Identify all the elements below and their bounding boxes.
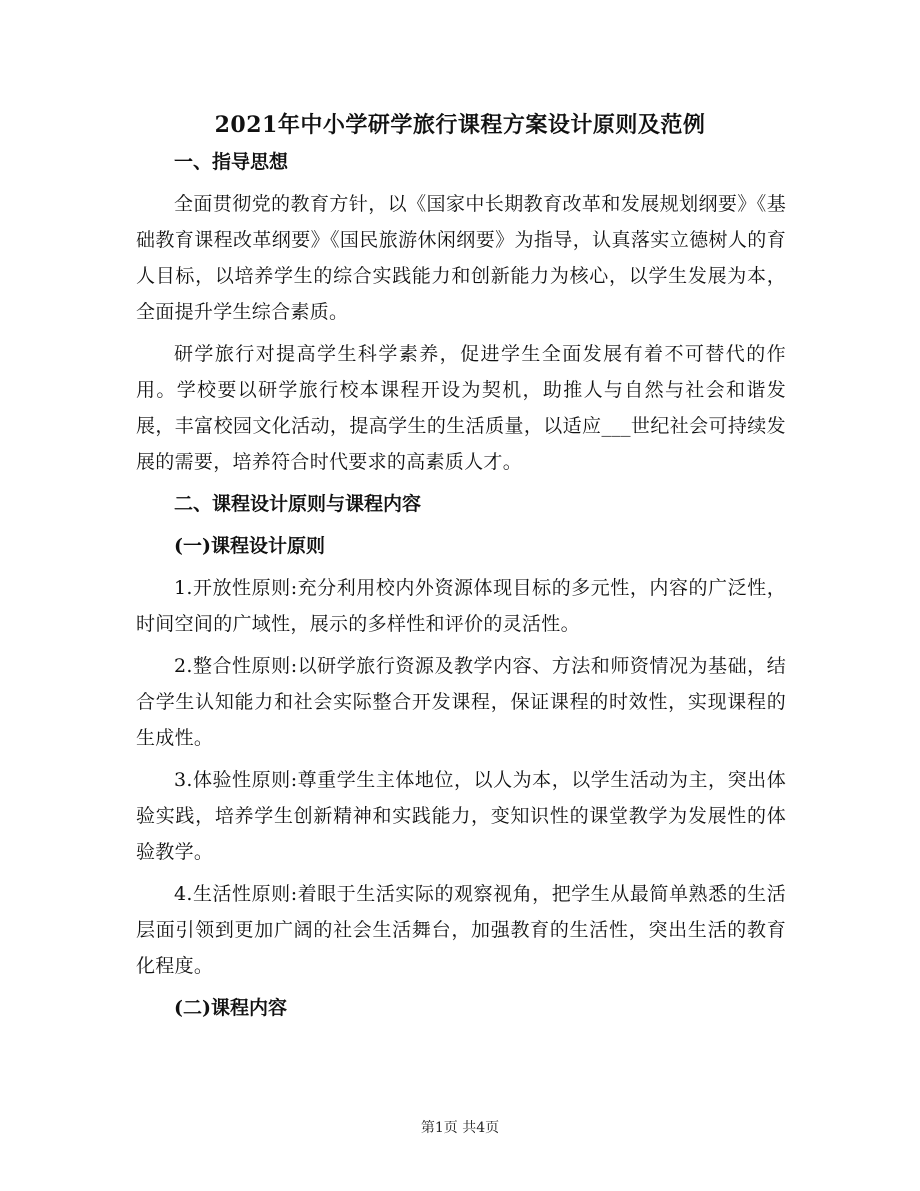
principle-item-life: 4.生活性原则:着眼于生活实际的观察视角，把学生从最简单熟悉的生活层面引领到更加广阔的社会生活舞台，加强教育的生活性，突出生活的教育化程度。 xyxy=(136,883,786,977)
paragraph: 全面贯彻党的教育方针，以《国家中长期教育改革和发展规划纲要》《基础教育课程改革纲要》《国民旅游休闲纲要》为指导，认真落实立德树人的育人目标，以培养学生的综合实践能力和创新能力为核心，以学生发展为本，全面提升学生综合素质。 xyxy=(136,193,786,323)
section-heading-course-design: 二、课程设计原则与课程内容 xyxy=(174,493,422,515)
subsection-heading-course-content: (二)课程内容 xyxy=(174,997,287,1019)
principle-item-openness: 1.开放性原则:充分利用校内外资源体现目标的多元性，内容的广泛性，时间空间的广域性，展示的多样性和评价的灵活性。 xyxy=(136,577,786,635)
paragraph: 研学旅行对提高学生科学素养，促进学生全面发展有着不可替代的作用。学校要以研学旅行校本课程开设为契机，助推人与自然与社会和谐发展，丰富校园文化活动，提高学生的生活质量，以适应___世纪社会可持续发展的需要，培养符合时代要求的高素质人才。 xyxy=(136,343,786,473)
document-title: 2021年中小学研学旅行课程方案设计原则及范例 xyxy=(214,112,706,138)
principle-item-experience: 3.体验性原则:尊重学生主体地位，以人为本，以学生活动为主，突出体验实践，培养学生创新精神和实践能力，变知识性的课堂教学为发展性的体验教学。 xyxy=(136,769,786,863)
page-footer: 第1页 共4页 xyxy=(420,1120,500,1136)
principle-item-integration: 2.整合性原则:以研学旅行资源及教学内容、方法和师资情况为基础，结合学生认知能力和社会实际整合开发课程，保证课程的时效性，实现课程的生成性。 xyxy=(136,655,786,749)
subsection-heading-design-principles: (一)课程设计原则 xyxy=(174,535,325,557)
document-body xyxy=(136,144,786,1032)
section-heading-guiding-ideology: 一、指导思想 xyxy=(174,151,289,173)
